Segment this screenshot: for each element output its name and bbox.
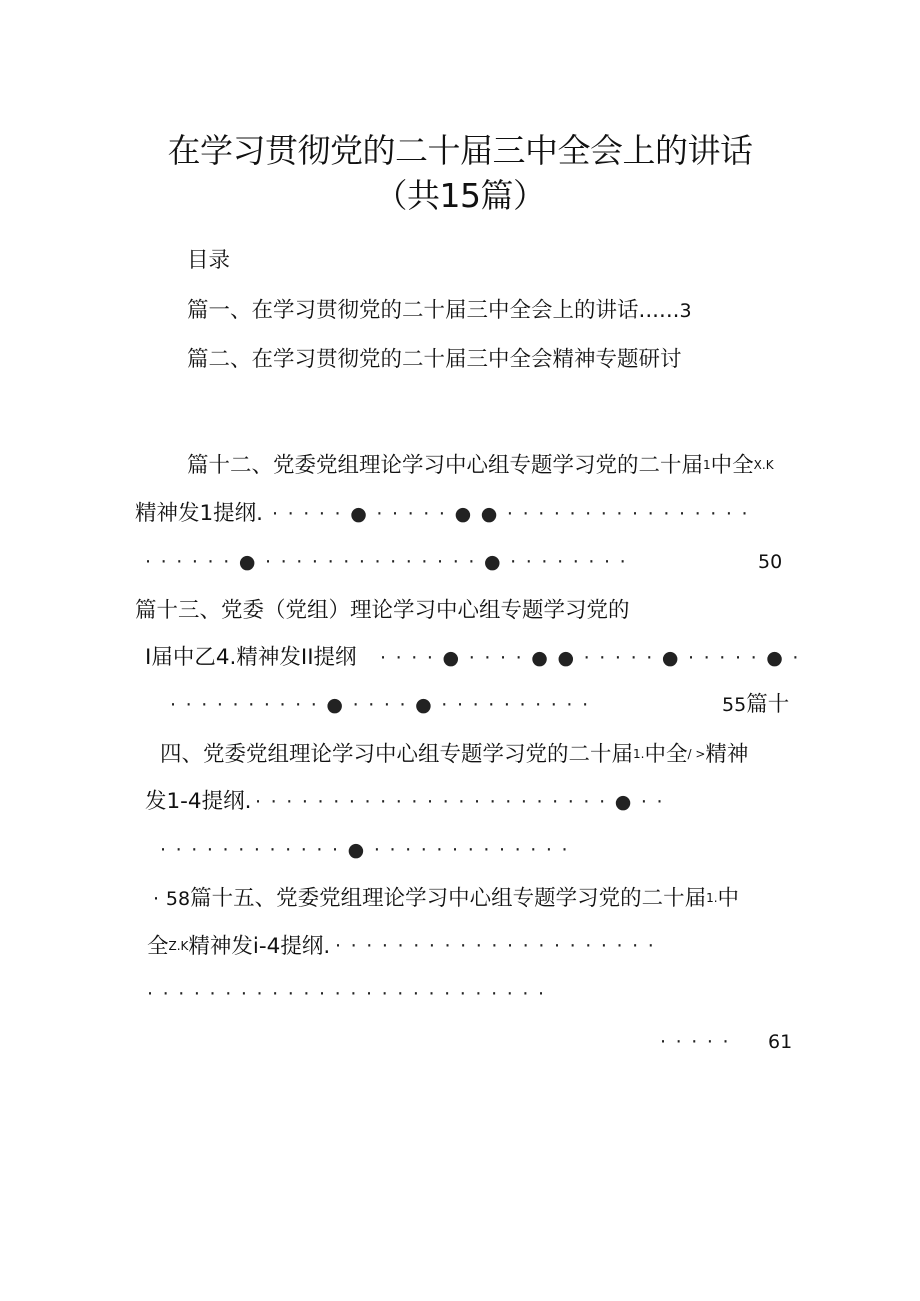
dot-leader: ····●····●●·····●·····●· xyxy=(380,647,809,669)
dot-leader: ·······················●·· xyxy=(255,791,673,813)
toc-entry-1[interactable] xyxy=(187,296,692,326)
toc-entry-13-page: 55 xyxy=(722,694,747,716)
toc-entry-13-next: 篇十 xyxy=(746,692,790,717)
toc-entry-13-line1[interactable]: 篇十三、党委（党组）理论学习中心组专题学习党的 xyxy=(135,598,630,623)
dot-leader: ·····●·····●●················ xyxy=(272,503,758,525)
toc-entry-12-line1[interactable]: 篇十二、党委党组理论学习中心组专题学习党的二十届1中全X.K xyxy=(187,453,774,478)
toc-entry-14-page: 58 xyxy=(165,888,191,910)
toc-entry-15-line1[interactable]: 篇十五、党委党组理论学习中心组专题学习党的二十届 xyxy=(190,886,707,911)
toc-entry-14-line1[interactable]: 四、党委党组理论学习中心组专题学习党的二十届1.中全/ >精神 xyxy=(160,742,749,767)
dot-leader: ····················· xyxy=(335,935,664,957)
toc-entry-1-leader: ...... xyxy=(638,298,680,323)
toc-entry-15-page: 61 xyxy=(768,1031,793,1053)
document-title-line1: 在学习贯彻党的二十届三中全会上的讲话 xyxy=(167,131,753,170)
toc-heading: 目录 xyxy=(187,248,231,273)
toc-entry-15-line2: 全Z.K精神发i-4提纲. xyxy=(147,934,331,959)
toc-entry-13-line2: I届中乙4.精神发II提纲 xyxy=(145,645,357,670)
toc-entry-13-page-line xyxy=(722,690,789,720)
toc-entry-12-page: 50 xyxy=(758,551,783,573)
toc-entry-14-line2: 发1-4提纲. xyxy=(145,789,252,814)
toc-entry-1-page: 3 xyxy=(679,300,692,322)
toc-entry-2-text: 篇二、在学习贯彻党的二十届三中全会精神专题研讨 xyxy=(187,347,682,372)
toc-entry-2[interactable] xyxy=(187,345,682,375)
toc-entry-14-page-line: · 58篇十五、党委党组理论学习中心组专题学习党的二十届1.中 xyxy=(153,886,740,911)
toc-entry-1-text: 篇一、在学习贯彻党的二十届三中全会上的讲话 xyxy=(187,298,639,323)
dot-leader: ··········●····●·········· xyxy=(170,694,598,716)
dot-leader: ·························· xyxy=(147,983,554,1005)
toc-entry-12-line2: 精神发1提纲. xyxy=(135,501,264,526)
dot-leader: ······●··············●········ xyxy=(145,551,636,573)
dot-leader: ············●············· xyxy=(160,839,578,861)
document-title-line2: （共15篇） xyxy=(374,176,546,215)
dot-leader: ····· xyxy=(660,1031,739,1053)
